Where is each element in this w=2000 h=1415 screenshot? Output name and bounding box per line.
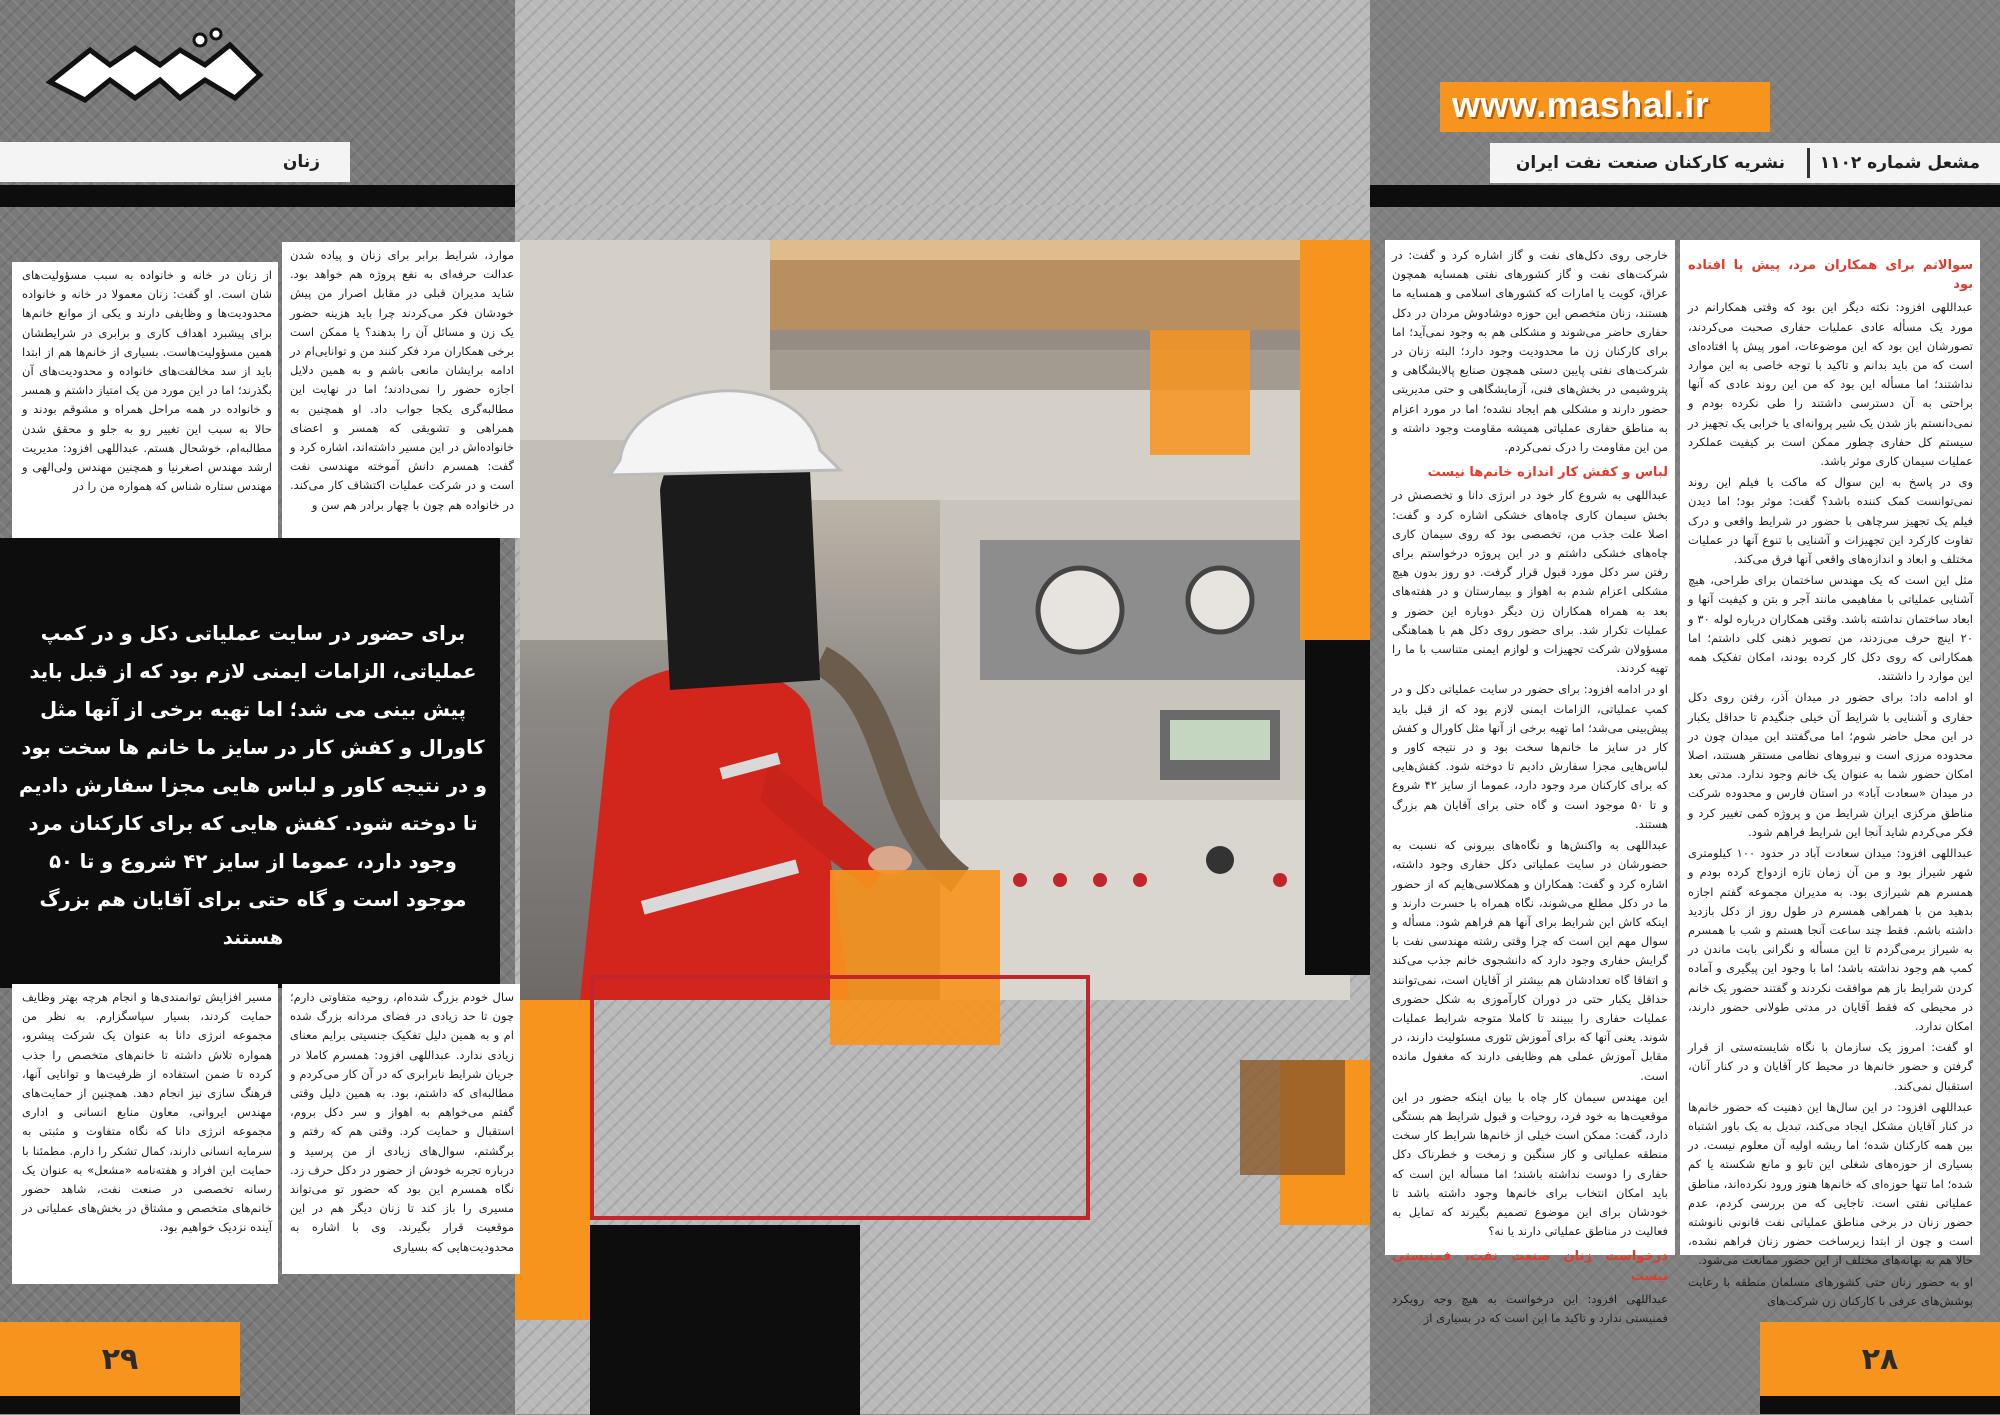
right-column-right xyxy=(1688,246,1973,1308)
subheading: لباس و کفش کار اندازه خانم‌ها نیست xyxy=(1427,465,1668,481)
orange-accent-5 xyxy=(515,1000,590,1320)
left-column-top-right: از زنان در خانه و خانواده به سبب مسؤولیت‌های شان است. او گفت: زنان معمولا در خانه و خانواده محدودیت‌ها و وظایفی دارند و یکی از موانع خانم‌ها برای پیشبرد اهداف کاری و برابری در شرایطشان همین مسؤولیت‌هاست. بسیاری از خانم‌ها هم از ابتدا باید از سد مخالفت‌های خانواده و محدودیت‌های آن بگذرند؛ اما در این مورد من یک امتیاز داشتم و همسر و خانواده در همه مراحل همراه و مشوقم بودند و حالا به سبب این تغییر رو به جلو و محقق شدن مطالبه‌ام، خوشحال هستم. عبداللهی افزود: مدیریت ارشد مهندس اصغرنیا و همچنین مهندس ولی‌الهی و مهندس ستاره شناس که همواره من را در xyxy=(22,268,272,494)
page-number-left-text: ۲۹ xyxy=(101,1341,139,1377)
right-column-left xyxy=(1392,246,1669,1325)
brown-accent xyxy=(1240,1060,1345,1175)
issue-bar xyxy=(1490,143,2000,183)
overlay-band xyxy=(770,240,1340,330)
page-number-left xyxy=(0,1322,240,1396)
paragraph: او گفت: امروز یک سازمان با نگاه شایسته‌ستی از قرار گرفتن و حضور خانم‌ها در محیط کار آقایان و در کنار آنان، استقبال نمی‌کند. xyxy=(1688,1040,1973,1093)
website-link[interactable]: www.mashal.ir xyxy=(1452,84,1710,125)
paragraph: خارجی روی دکل‌های نفت و گاز اشاره کرد و گفت: در شرکت‌های نفت و گاز کشورهای نفتی همسایه همچون عراق، کویت یا امارات که کشورهای اسلامی و همسایه ما هستند، زنان متخصص این حوزه دوشادوش مردان در دکل حفاری حاضر می‌شوند و مشکلی هم به وجود نمی‌آید؛ اما برای کارکنان زن ما محدودیت وجود دارد؛ البته زنان در شرکت‌های نفتی پایین دستی همچون صنایع پالایشگاهی و پتروشیمی در بخش‌های فنی، آزمایشگاهی و حتی مدیریتی حضور دارند و مشکلی هم ایجاد نشده؛ اما در مورد اعزام به مناطق حفاری عملیاتی همیشه مقاومت وجود داشته و من این مقاومت را درک نمی‌کردم. xyxy=(1392,248,1668,455)
paragraph: او در ادامه افزود: برای حضور در سایت عملیاتی دکل و در کمپ عملیاتی، الزامات ایمنی لازم بود که از قبل باید پیش‌بینی می‌شد؛ اما تهیه برخی از آنها مثل کاورال و کفش کار در سایز ما خانم‌ها سخت بود و در نتیجه کاور و لباس‌هایی مجزا سفارش دادیم تا دوخته شود. کفش‌هایی که برای کارکنان مرد وجود دارد، عموما از سایز ۴۲ شروع و تا ۵۰ موجود است و گاه حتی برای آقایان هم بزرگ هستند. xyxy=(1392,682,1669,831)
paragraph: عبداللهی افزود: این درخواست به هیچ وجه رویکرد فمنیستی ندارد و تاکید ما این است که در بسیاری از xyxy=(1392,1291,1668,1325)
publication-name: نشریه کارکنان صنعت نفت ایران xyxy=(1515,153,1785,173)
paragraph: عبداللهی به شروع کار خود در انرژی دانا و تخصصش در بخش سیمان کاری چاه‌های خشکی اشاره کرد و گفت: اصلا علت جذب من، تخصصی بود که روی سیمان کاری چاه‌های خشکی داشتم و در این پروژه درخواستم برای رفتن سر دکل مورد قبول قرار گرفت. دو روز بدون هیچ مشکلی اعزام شدم به اهواز و بیمارستان و در هفته‌های بعد به همراه همکاران زن دیگر دوباره این حضور و عملیات تکرار شد. برای حضور روی دکل هم با هماهنگی مسؤولان شرکت تجهیزات و لوازم ایمنی متناسب با ما را تهیه کردند. xyxy=(1392,488,1668,676)
paragraph: این مهندس سیمان کار چاه با بیان اینکه حضور در این موقعیت‌ها به خود فرد، روحیات و قبول شرایط هم بستگی دارد، گفت: ممکن است خیلی از خانم‌ها شرایط کار سخت منطقه عملیاتی و کار سنگین و زمخت و خطرناک دکل حفاری را دوست نداشته باشند؛ اما مسأله این است که باید امکان انتخاب برای خانم‌ها وجود داشته باشد تا خودشان برای این موضوع تصمیم بگیرند که تمایل به فعالیت در مناطق عملیاتی دارند یا نه؟ xyxy=(1392,1089,1668,1239)
paragraph: او ادامه داد: برای حضور در میدان آذر، رفتن روی دکل حفاری و آشنایی با شرایط آن خیلی جنگیدم تا حداقل یکبار در این محل حاضر شوم؛ اما می‌گفتند این میدان چون در محدوده مرزی است و نیروهای نظامی مستقر هستند، اصلا امکان حضور شما به عنوان یک خانم وجود ندارد. مدتی بعد در میدان «سعادت آباد» در استان فارس و محدوده شرکت مناطق مرکزی ایران شرایط من و پروژه کمی تغییر کرد و فکر می‌کردم شاید آنجا این شرایط فراهم شود. xyxy=(1688,690,1973,839)
subheading: درخواست زنان صنعت نفت، فمنیستی نیست xyxy=(1392,1249,1668,1284)
photo-frame-red xyxy=(590,975,1090,1220)
left-column-bottom-left: سال خودم بزرگ شده‌ام، روحیه متفاوتی دارم؛ چون تا حد زیادی در فضای مردانه بزرگ شده ام و به همین دلیل تفکیک جنسیتی برایم معنای زیادی ندارد. عبداللهی افزود: همسرم کاملا در جریان شرایط نابرابری که در آن کار می‌کردم و مطالبه‌ای که داشتم، بود. به همین دلیل وقتی گفتم می‌خواهم به اهواز و سر دکل بروم، استقبال و حمایت کرد. وقتی هم که رفتم و برگشتم، سوال‌های زیادی از من پرسید و درباره تجربه خودش از حضور در دکل حرف زد. نگاه همسرم این بود که حضور تو می‌تواند مسیری را باز کند تا زنان دیگر هم در این موقعیت قرار بگیرند. وی با اشاره به محدودیت‌هایی که بسیاری xyxy=(290,990,514,1254)
left-column-top-left: موارد، شرایط برابر برای زنان و پیاده شدن عدالت حرفه‌ای به نفع پروژه هم خواهد بود. شاید مدیران قبلی در مقابل اصرار من پیش خودشان فکر می‌کردند چرا باید هزینه حضور یک زن و مسائل آن را بدهند؟ یا ممکن است برخی همکاران مرد فکر کنند من و توانایی‌ام در ادامه برایشان مانعی باشم و به همین دلایل اجازه حضور را نمی‌دادند؛ اما در نهایت این مطالبه‌گری یکجا جواب داد. او همچنین به همراهی و تشویقی که همسر و اعضای خانواده‌اش در این مسیر داشته‌اند، اشاره کرد و گفت: همسرم دانش آموخته مهندسی نفت است و در شرکت عملیات اکتشاف کار می‌کند. در خانواده هم چون با چهار برادر هم سن و xyxy=(290,248,514,512)
black-accent-2 xyxy=(590,1225,860,1415)
header-center-background xyxy=(515,0,1370,205)
paragraph: عبداللهی افزود: در این سال‌ها این ذهنیت که حضور خانم‌ها در کنار آقایان مشکل ایجاد می‌کند، تبدیل به یک باور اشتباه بین همه کارکنان شده؛ اما ریشه اولیه آن معلوم نیست. در بسیاری از حوزه‌های شغلی این تابو و مانع شکسته یا کم شده؛ اما تنها حوزه‌ای که خانم‌ها هنوز ورود نکرده‌اند، مناطق عملیاتی نفتی است. تاجایی که من بررسی کردم، عدم حضور زنان در برخی مناطق عملیاتی نفت قانونی نانوشته است و چون از ابتدا زیرساخت حضور زنان فراهم نشده، حالا هم به بهانه‌های مختلف از این حضور ممانعت می‌شود. xyxy=(1688,1099,1973,1268)
header-band-left xyxy=(0,185,515,207)
subheading: سوالاتم برای همکاران مرد، پیش پا افتاده بود xyxy=(1688,258,1973,293)
issue-number: مشعل شماره ۱۱۰۲ xyxy=(1819,153,1980,173)
section-title: زنان xyxy=(282,152,320,172)
paragraph: مثل این است که یک مهندس ساختمان برای طراحی، هیچ آشنایی عملیاتی با مفاهیمی مانند آجر و بتن و کیفیت آنها و ابعاد ساختمان نداشته باشد. وقتی همکاران درباره لوله ۳۰ و ۲۰ اینچ حرف می‌زدند، من تصویر ذهنی کلی داشتم؛ اما همکارانی که روی دکل کار کرده بودند، امکان تفکیک همه این موارد را داشتند. xyxy=(1688,573,1973,684)
section-bar xyxy=(0,142,350,182)
paragraph: وی در پاسخ به این سوال که ماکت یا فیلم این روند نمی‌توانست کمک کننده باشد؟ گفت: موثر بود؛ اما دیدن فیلم یک تجهیز سرچاهی با حضور در شرایط واقعی و درک تفاوت کارکرد این تجهیزات و آشنایی با تنوع آنها در عملیات مختلف و ابعاد و اندازه‌های واقعی آنها فرق می‌کند. xyxy=(1688,475,1973,567)
paragraph: او به حضور زنان حتی کشورهای مسلمان منطقه با رعایت پوشش‌های عرفی با کارکنان زن شرکت‌های xyxy=(1688,1274,1973,1308)
left-column-bottom-right: مسیر افزایش توانمندی‌ها و انجام هرچه بهتر وظایف حمایت کردند، بسیار سپاسگزارم. به نظر من مجموعه انرژی دانا به عنوان یک شرکت پیشرو، همواره تلاش داشته تا خانم‌های متخصص را جذب کرده تا ضمن استفاده از ظرفیت‌ها و توانایی آنها، فرهنگ سازی نیز انجام دهد. همچنین از حمایت‌های مهندس ایروانی، معاون منابع انسانی و اداری مجموعه انرژی دانا که نگاه متفاوت و مثبتی به سرمایه انسانی دارند، کمال تشکر را دارم. مطمئنا با حمایت این افراد و هفته‌نامه «مشعل» به عنوان یک رسانه تخصصی در صنعت نفت، شاهد حضور خانم‌های متخصص و مشتاق در بخش‌های عملیاتی در آینده نزدیک خواهیم بود. xyxy=(22,990,272,1235)
orange-accent-1 xyxy=(1150,330,1250,455)
page-number-right xyxy=(1760,1322,2000,1396)
black-accent-1 xyxy=(1305,640,1370,975)
logo-text xyxy=(90,42,210,70)
paragraph: عبداللهی افزود: میدان سعادت آباد در حدود ۱۰۰ کیلومتری شهر شیراز بود و من آن زمان تازه ازدواج کرده بودم و همسرم هم شیرازی بود. به مدیران مجموعه گفتم اجازه بدهید من با همراهی همسرم در طول روز از دکل بازدید داشته باشم. فقط چند ساعت آنجا هستم و شب با همسرم به شیراز برمی‌گردم تا این مسأله و نگرانی بابت ماندن در کمپ هم وجود نداشته باشد؛ اما با وجود این پیگیری و آماده کردن شرایط باز هم موافقت نکردند و گفتند حضور یک خانم در محیطی که فقط آقایان در مدتی طولانی حضور دارند، امکان ندارد. xyxy=(1688,846,1973,1033)
issue-divider xyxy=(1807,148,1810,178)
page-number-right-text: ۲۸ xyxy=(1861,1341,1899,1377)
paragraph: عبداللهی افزود: نکته دیگر این بود که وقتی همکارانم در مورد یک مسأله عادی عملیات حفاری صحبت می‌کردند، تصورشان این بود که این موضوعات، امور پیش پا افتاده‌ای است که من باید بدانم و تاکید با توجه خاصی به این موارد نداشتند؛ اما مسأله این بود که من این روند عادی که آنها براحتی به آن دسترسی داشتند را طی نکرده بودم و نمی‌دانستم باز شدن یک شیر پروانه‌ای یا خرابی یک تجهیز در سیستم کل حفاری چطور ممکن است بر کیفیت عملکرد عملیات سیمان کاری موثر باشد. xyxy=(1688,300,1973,469)
orange-accent-2 xyxy=(1300,240,1370,640)
paragraph: عبداللهی به واکنش‌ها و نگاه‌های بیرونی که نسبت به حضورشان در سایت عملیاتی دکل حفاری وجود داشته، اشاره کرد و گفت: همکاران و همکلاسی‌هایم که از حضور ما در دکل مطلع می‌شوند، نگاه همراه با حسرت دارند و اینکه کاش این شرایط برای آنها هم فراهم شود. مسأله و سوال مهم این است که چرا وقتی رشته مهندسی نفت با گرایش حفاری وجود دارد که دانشجوی خانم جذب می‌کند و اتفاقا گاه تعدادشان هم بیشتر از آقایان است، نمی‌توانند حداقل یکبار حتی در دوران کارآموزی به شکل حضوری عملیات حفاری را ببینند تا کاملا متوجه شرایط عملیات شوند. یعنی آنها که برای آموزش تئوری مسئولیت دارند، در مقابل آموزش عملی هم وظایفی دارند که مغفول مانده است. xyxy=(1392,838,1668,1083)
header-band-right xyxy=(1370,185,2000,207)
pull-quote-text: برای حضور در سایت عملیاتی دکل و در کمپ عملیاتی، الزامات ایمنی لازم بود که از قبل باید پیش بینی می شد؛ اما تهیه برخی از آنها مثل کاورال و کفش کار در سایز ما خانم ها سخت بود و در نتیجه کاور و لباس هایی مجزا سفارش دادیم تا دوخته شود. کفش هایی که برای کارکنان مرد وجود دارد، عموما از سایز ۴۲ شروع و تا ۵۰ موجود است و گاه حتی برای آقایان هم بزرگ هستند xyxy=(18,622,488,949)
